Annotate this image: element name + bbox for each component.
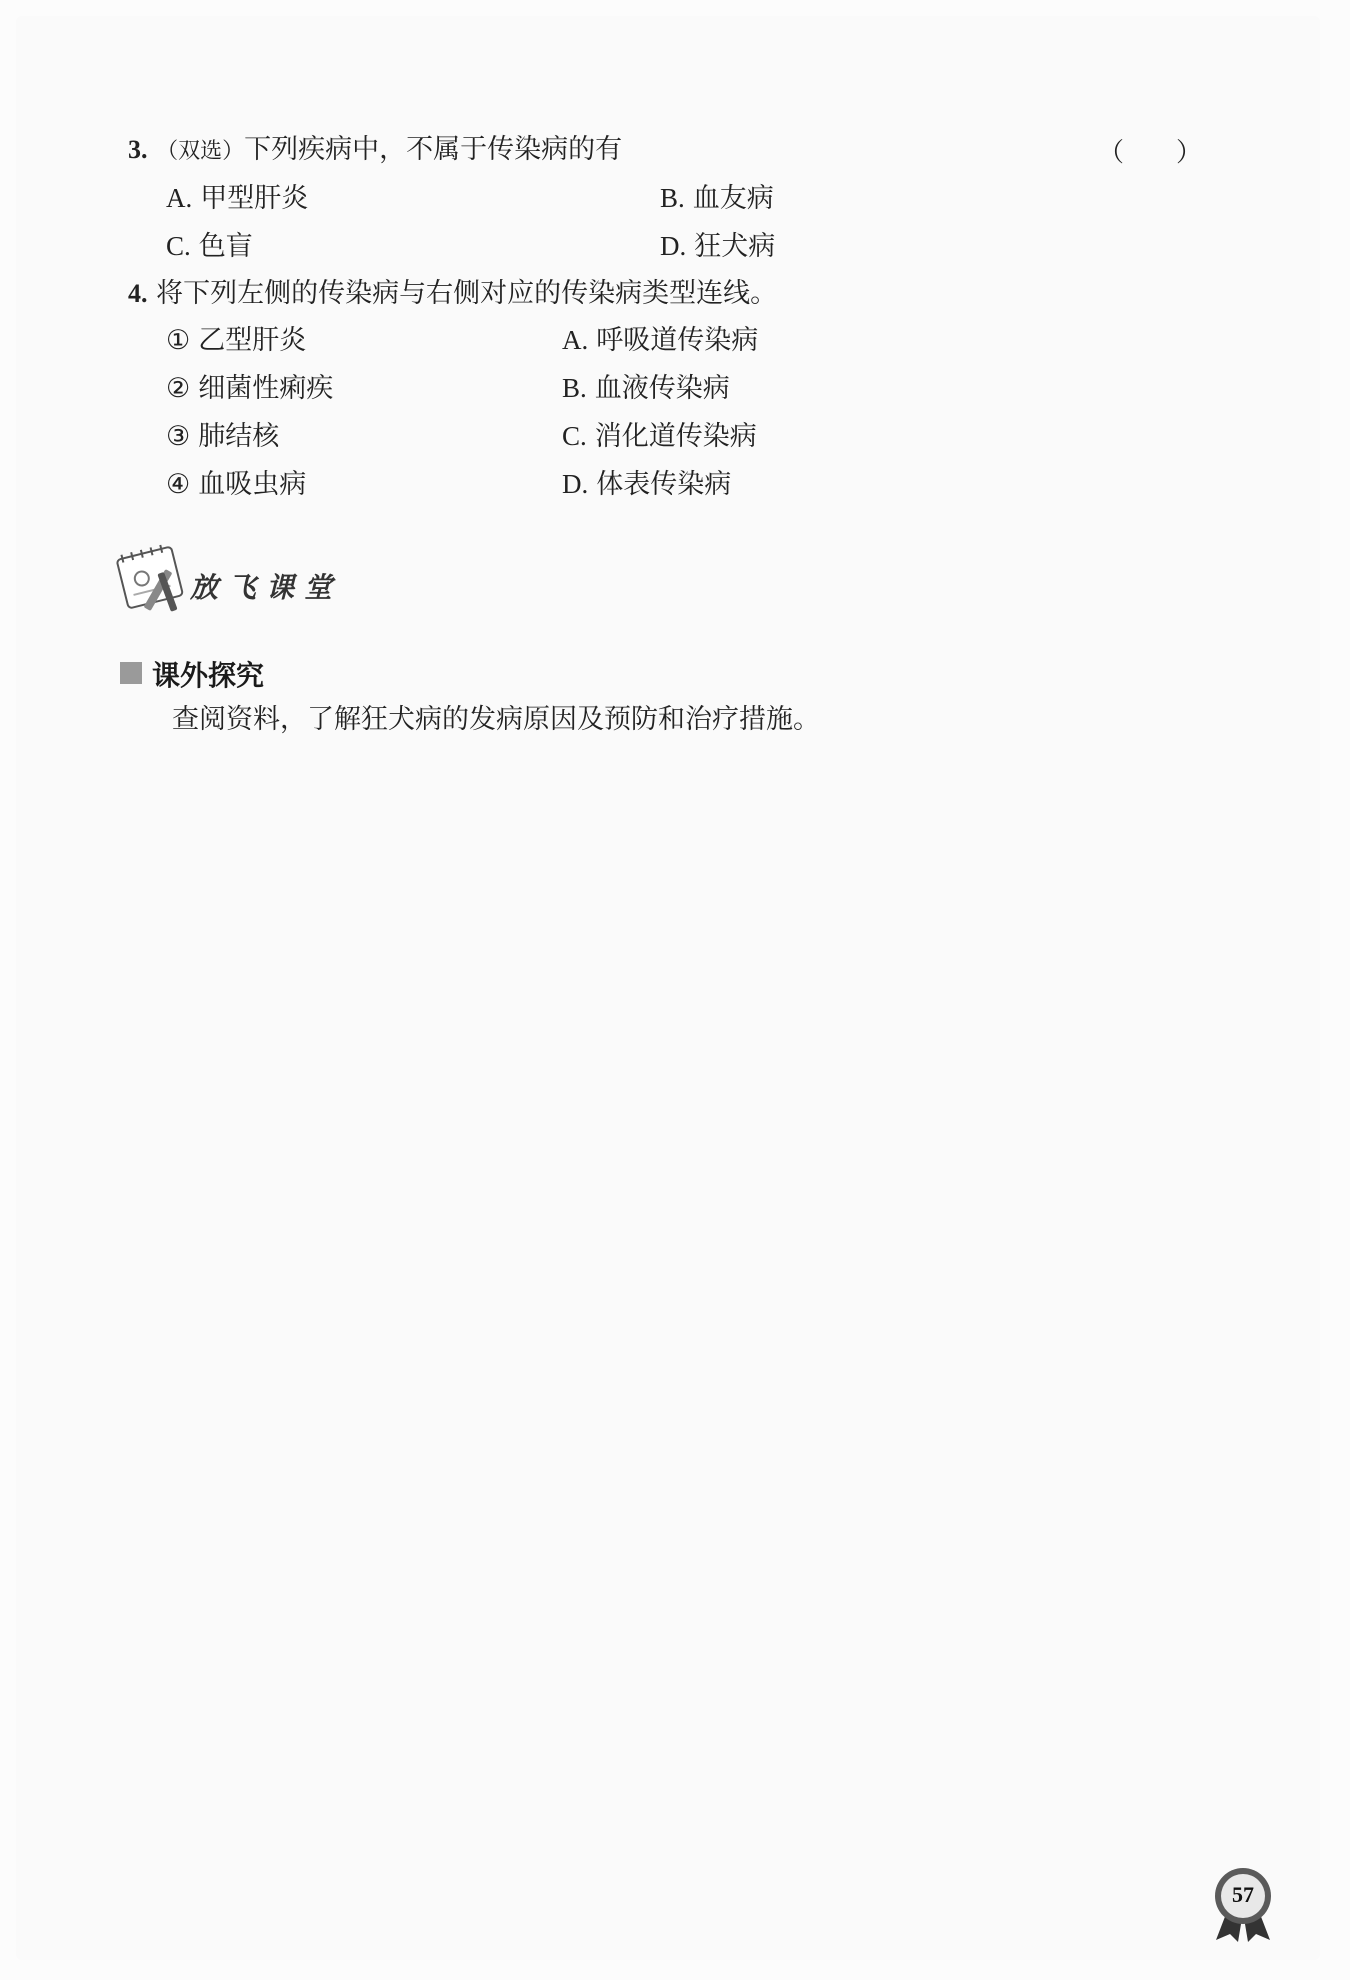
type-item-b <box>562 370 730 407</box>
type-item-a <box>562 322 758 359</box>
question-number: 3. <box>128 135 148 164</box>
banner-title: 放飞课堂 <box>190 571 343 604</box>
section-title: 课外探究 <box>152 659 265 692</box>
item-key: A. <box>562 325 589 355</box>
item-text: 乙型肝炎 <box>198 325 307 356</box>
section-text: 查阅资料，了解狂犬病的发病原因及预防和治疗措施。 <box>172 704 820 735</box>
option-c <box>166 228 253 265</box>
question-4-stem <box>128 276 777 312</box>
option-text: 血友病 <box>692 183 774 214</box>
item-key: ① <box>166 325 191 355</box>
question-text: 将下列左侧的传染病与右侧对应的传染病类型连线。 <box>156 278 778 309</box>
question-number: 4. <box>128 279 148 308</box>
item-key: B. <box>562 373 587 403</box>
item-text: 体表传染病 <box>596 469 732 500</box>
option-b <box>660 180 774 217</box>
question-3-stem <box>128 132 622 170</box>
option-key: A. <box>166 183 193 213</box>
item-key: D. <box>562 469 589 499</box>
item-key: ④ <box>166 469 191 499</box>
disease-item-2 <box>166 370 333 407</box>
answer-bracket: （ ） <box>1098 138 1203 168</box>
type-item-d <box>562 466 731 503</box>
item-text: 细菌性痢疾 <box>198 373 334 404</box>
question-tag: （双选） <box>156 139 245 164</box>
option-key: C. <box>166 231 191 261</box>
item-text: 肺结核 <box>198 421 280 452</box>
option-text: 狂犬病 <box>694 231 776 262</box>
option-a <box>166 180 308 217</box>
page-number: 57 <box>1232 1882 1254 1907</box>
option-text: 甲型肝炎 <box>200 183 309 214</box>
section-marker <box>120 662 142 684</box>
item-text: 血液传染病 <box>594 373 730 404</box>
disease-item-3 <box>166 418 279 455</box>
disease-item-4 <box>166 466 306 503</box>
option-d <box>660 228 775 265</box>
item-text: 血吸虫病 <box>198 469 307 500</box>
option-key: D. <box>660 231 687 261</box>
type-item-c <box>562 418 757 455</box>
item-text: 呼吸道传染病 <box>596 325 759 356</box>
disease-item-1 <box>166 322 306 359</box>
question-text: 下列疾病中，不属于传染病的有 <box>244 134 623 165</box>
item-key: ③ <box>166 421 191 451</box>
option-key: B. <box>660 183 685 213</box>
option-text: 色盲 <box>198 231 253 262</box>
item-key: ② <box>166 373 191 403</box>
item-key: C. <box>562 421 587 451</box>
item-text: 消化道传染病 <box>594 421 757 452</box>
